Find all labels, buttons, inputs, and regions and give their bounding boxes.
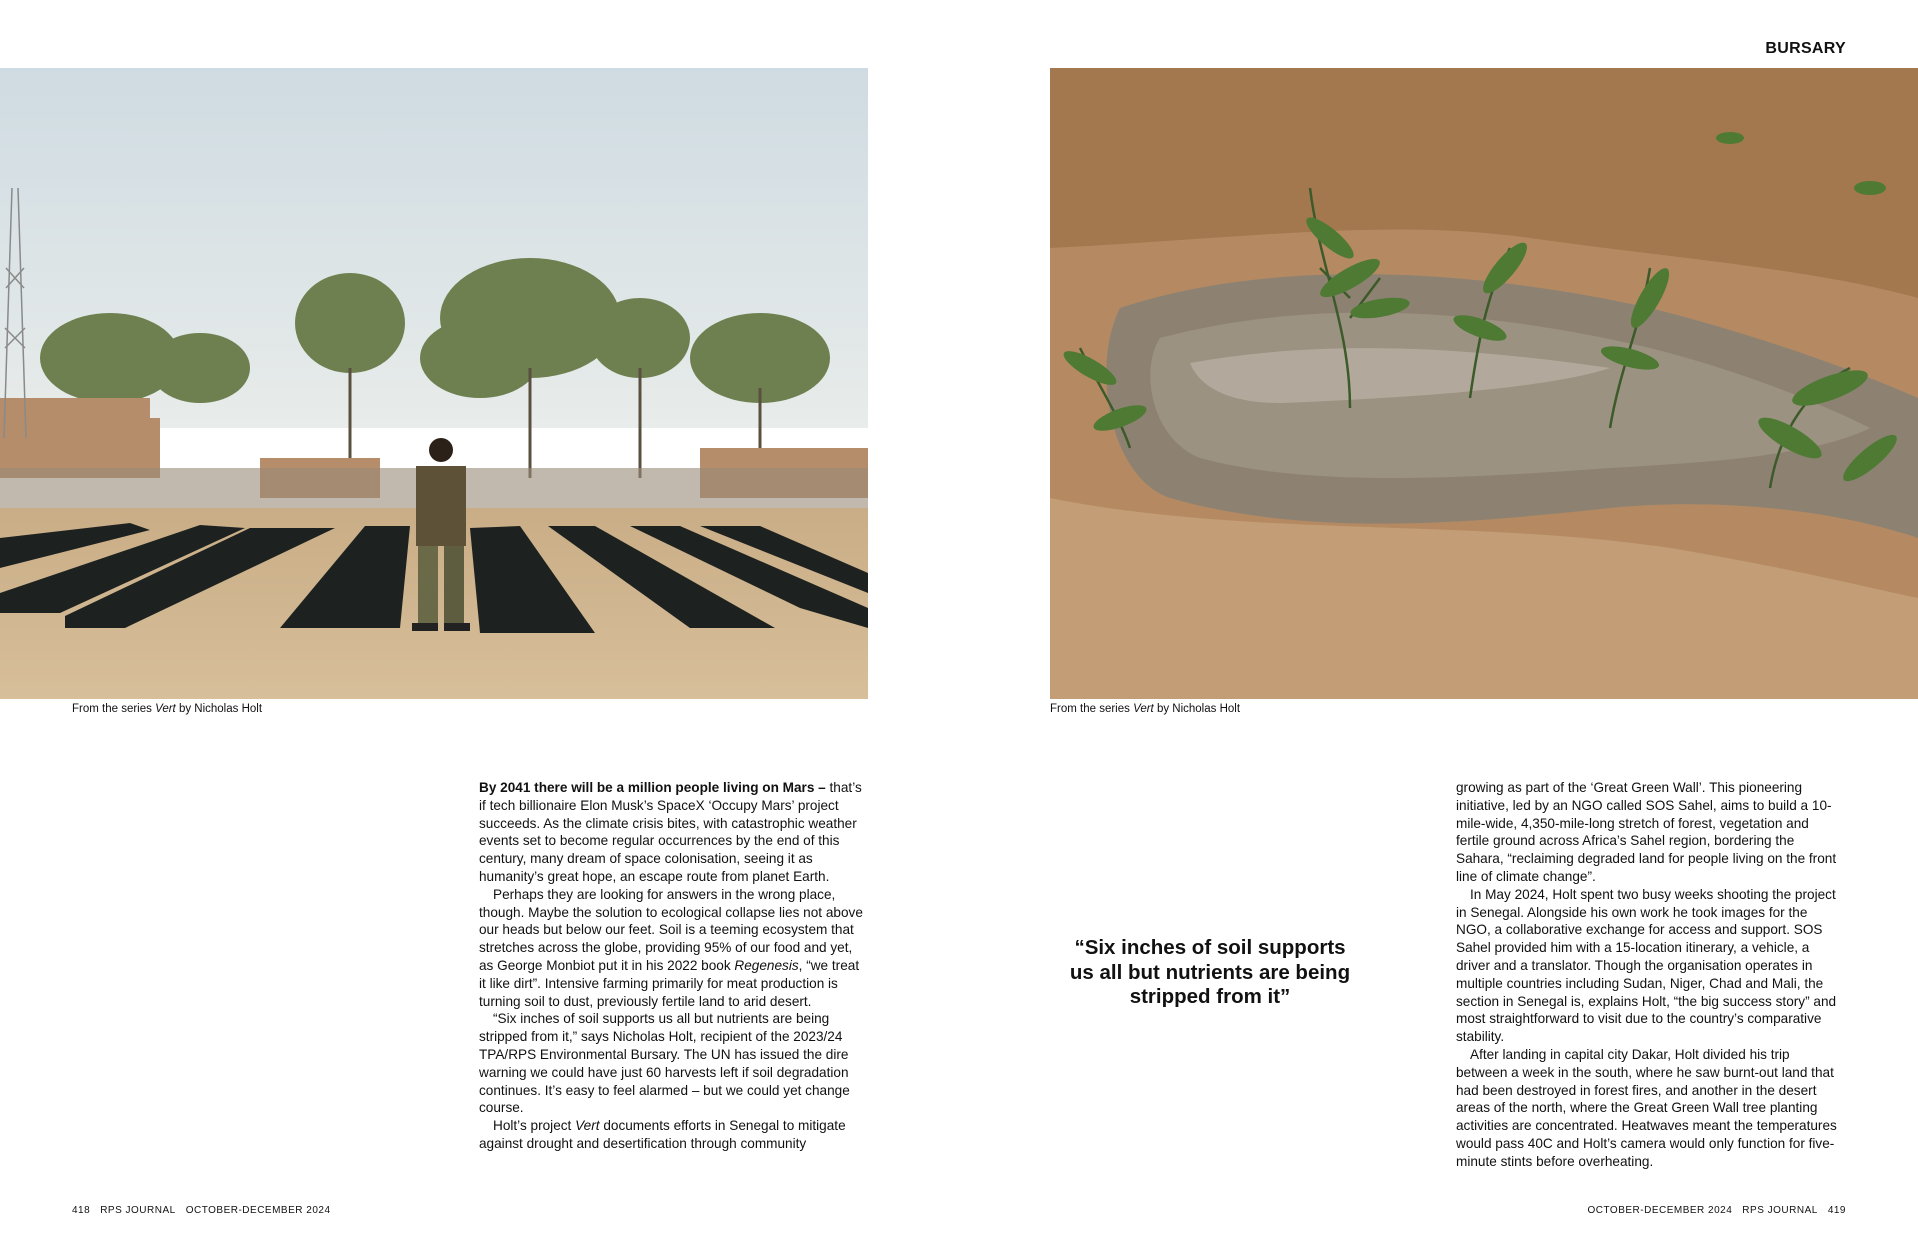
- journal-name: RPS JOURNAL: [100, 1205, 176, 1216]
- caption-credit: by Nicholas Holt: [175, 703, 263, 715]
- article-lead: By 2041 there will be a million people living on Mars –: [479, 780, 826, 795]
- footer-right: [1500, 1205, 1846, 1216]
- article-text: documents efforts in Senegal to mitigate against drought and desertification through community: [479, 1118, 846, 1151]
- page-number: 419: [1827, 1205, 1846, 1216]
- caption-series-title: Vert: [1133, 703, 1154, 715]
- article-text: Perhaps they are looking for answers in the wrong place, though. Maybe the solution to ecological collapse lies not above our heads but below our feet. Soil is a teeming ecosystem that stretches across the globe, providing 95% of our food and yet, as George Monbiot put it in his 2022 book: [479, 886, 863, 973]
- caption-prefix: From the series: [72, 703, 156, 715]
- article-text: Holt’s project: [493, 1118, 576, 1134]
- article-paragraph: “Six inches of soil supports us all but nutrients are being stripped from it,” says Nicholas Holt, recipient of the 2023/24 TPA/RPS Environmental Bursary. The UN has issued the dire warning we could have just 60 harvests left if soil degradation continues. It’s easy to feel alarmed – but we could yet change course.: [479, 1011, 850, 1116]
- article-paragraph: growing as part of the ‘Great Green Wall’. This pioneering initiative, led by an NGO called SOS Sahel, aims to build a 10-mile-wide, 4,350-mile-long stretch of forest, vegetation and fertile ground across Africa’s Sahel region, bordering the Sahara, “reclaiming degraded land for people living on the front line of climate change”.: [1456, 780, 1837, 884]
- page-number: 418: [72, 1205, 91, 1216]
- photo-caption-left: [72, 703, 262, 715]
- caption-prefix: From the series: [1050, 703, 1134, 715]
- article-paragraph: [479, 779, 865, 886]
- book-title: Regenesis: [734, 957, 799, 973]
- photo-caption-right: [1050, 703, 1240, 715]
- article-column-right: [1456, 779, 1842, 1171]
- irrigation-trench-image: [1050, 68, 1918, 699]
- article-column-left: [479, 779, 865, 1153]
- photo-irrigation-trench: [1050, 68, 1918, 699]
- pull-quote: “Six inches of soil supports us all but nutrients are being stripped from it”: [1069, 936, 1351, 1008]
- caption-series-title: Vert: [155, 703, 176, 715]
- photo-tree-nursery: [0, 68, 868, 699]
- issue-date: OCTOBER-DECEMBER 2024: [1587, 1205, 1733, 1216]
- journal-name: RPS JOURNAL: [1742, 1205, 1818, 1216]
- article-paragraph: After landing in capital city Dakar, Holt divided his trip between a week in the south, where he saw burnt-out land that had been destroyed in forest fires, and another in the desert areas of the north, where the Great Green Wall tree planting activities are concentrated. Heatwaves meant the temperatures would pass 40C and Holt’s camera would only function for five-minute stints before overheating.: [1456, 1046, 1837, 1169]
- article-paragraph: [479, 886, 865, 1011]
- section-label: BURSARY: [1765, 40, 1846, 57]
- footer-left: [72, 1205, 341, 1216]
- article-text: that’s if tech billionaire Elon Musk’s SpaceX ‘Occupy Mars’ project succeeds. As the climate crisis bites, with catastrophic weather events set to become regular occurrences by the end of this century, many dream of space colonisation, seeing it as humanity’s great hope, an escape route from planet Earth.: [479, 780, 862, 884]
- tree-nursery-image: [0, 68, 868, 699]
- article-paragraph: In May 2024, Holt spent two busy weeks shooting the project in Senegal. Alongside his own work he took images for the NGO, a collaborative exchange for access and support. SOS Sahel provided him with a 15-location itinerary, a vehicle, a driver and a translator. Though the organisation operates in multiple countries including Sudan, Niger, Chad and Mali, the section in Senegal is, explains Holt, “the big success story” and most straightforward to visit due to the country’s comparative stability.: [1456, 886, 1837, 1045]
- caption-credit: by Nicholas Holt: [1153, 703, 1241, 715]
- article-paragraph: [479, 1117, 865, 1153]
- project-title: Vert: [575, 1118, 600, 1134]
- article-text: , “we treat it like dirt”. Intensive farming primarily for meat production is turning soil to dust, previously fertile land to arid desert.: [479, 957, 860, 1009]
- issue-date: OCTOBER-DECEMBER 2024: [185, 1205, 331, 1216]
